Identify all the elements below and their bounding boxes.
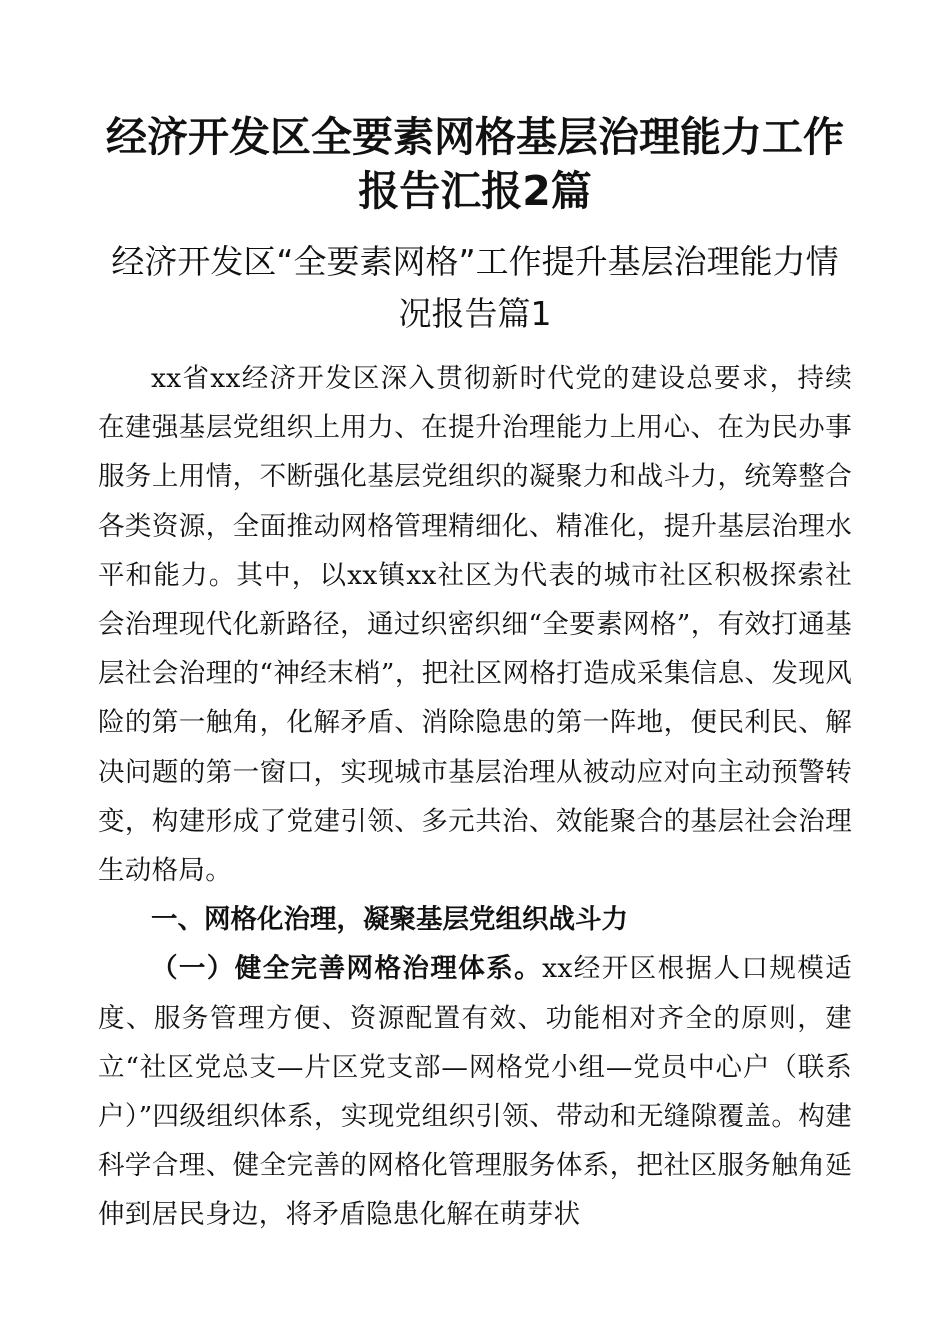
subsection-heading: （一）健全完善网格治理体系。 bbox=[151, 953, 543, 985]
document-title: 经济开发区全要素网格基层治理能力工作报告汇报2篇 bbox=[106, 113, 844, 215]
subsection-paragraph bbox=[98, 944, 852, 1239]
subsection-text: xx经开区根据人口规模适度、服务管理方便、资源配置有效、功能相对齐全的原则，建立“社区党总支—片区党支部—网格党小组—党员中心户（联系户）”四级组织体系，实现党组织引领、带动和无缝隙覆盖。构建科学合理、健全完善的网格化管理服务体系，把社区服务触角延伸到居民身边，将矛盾隐患化解在萌芽状 bbox=[98, 953, 852, 1231]
intro-paragraph: xx省xx经济开发区深入贯彻新时代党的建设总要求，持续在建强基层党组织上用力、在提升治理能力上用心、在为民办事服务上用情，不断强化基层党组织的凝聚力和战斗力，统筹整合各类资源，全面推动网格管理精细化、精准化，提升基层治理水平和能力。其中，以xx镇xx社区为代表的城市社区积极探索社会治理现代化新路径，通过织密织细“全要素网格”，有效打通基层社会治理的“神经末梢”，把社区网格打造成采集信息、发现风险的第一触角，化解矛盾、消除隐患的第一阵地，便民利民、解决问题的第一窗口，实现城市基层治理从被动应对向主动预警转变，构建形成了党建引领、多元共治、效能聚合的基层社会治理生动格局。 bbox=[98, 363, 852, 887]
section-heading: 一、网格化治理，凝聚基层党组织战斗力 bbox=[151, 904, 628, 936]
document-subtitle: 经济开发区“全要素网格”工作提升基层治理能力情况报告篇1 bbox=[111, 242, 839, 333]
